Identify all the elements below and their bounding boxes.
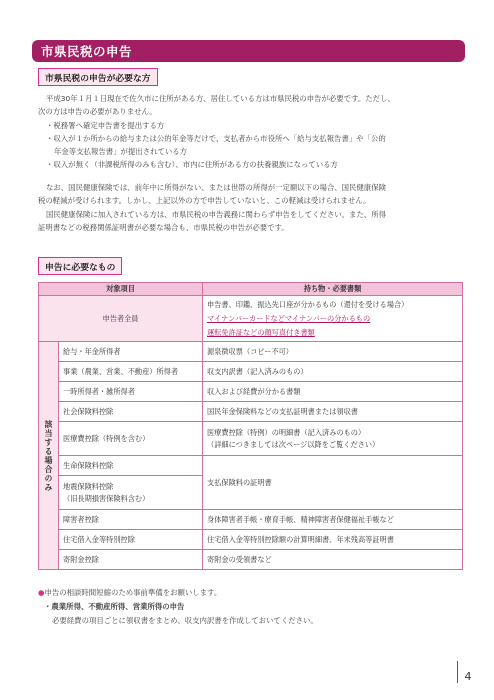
doc-line-highlight: マイナンバーカードなどマイナンバーの分かるもの xyxy=(207,313,371,323)
row-doc: 身体障害者手帳・療育手帳、精神障害者保健福祉手帳など xyxy=(203,510,463,530)
section-heading-text: 市県民税の申告が必要な方 xyxy=(45,73,151,84)
row-doc: 寄附金の受領書など xyxy=(203,550,463,570)
title-bar-tab xyxy=(455,40,465,62)
para2-line-2: 税の軽減が受けられます。しかし、上記以外の方で申告していないと、この軽減は受けられません。 xyxy=(38,196,371,205)
intro-line-1: 平成30年１月１日現在で佐久市に住所がある方、居住している方は市県民税の申告が必要です。ただし、 xyxy=(46,94,395,103)
section-heading-text: 申告に必要なもの xyxy=(45,262,116,273)
item-line: 地震保険料控除 xyxy=(63,481,114,491)
note-line-1 xyxy=(38,586,221,599)
row-item: 社会保険料控除 xyxy=(59,402,203,422)
row-item: 一時所得者・雑所得者 xyxy=(59,382,203,402)
row-doc: 国民年金保険料などの支払証明書または領収書 xyxy=(203,402,463,422)
doc-line: （詳細につきましては次ページ以降をご覧ください） xyxy=(207,439,380,449)
table-row-all xyxy=(39,296,463,342)
row-item: 給与・年金所得者 xyxy=(59,342,203,362)
bullet-item: ・収入が無く（非課税所得のみも含む）、市内に住所がある方の扶養親族になっている方 xyxy=(46,160,338,169)
table-row xyxy=(39,382,463,402)
section-heading-requirement xyxy=(38,68,158,86)
table-header-row xyxy=(39,283,463,296)
row-item: 住宅借入金等特別控除 xyxy=(59,530,203,550)
table-header-documents: 持ち物・必要書類 xyxy=(203,283,463,296)
page-number xyxy=(457,661,478,683)
note-text: 申告の相談時間短縮のため事前準備をお願いします。 xyxy=(44,588,222,597)
all-applicants-label: 申告者全員 xyxy=(39,296,203,342)
note-line-3: 必要経費の項目ごとに領収書をまとめ、収支内訳書を作成しておいてください。 xyxy=(52,616,318,625)
item-line: （旧長期損害保険料含む） xyxy=(63,493,150,503)
para3-line-1: 国民健康保険に加入されている方は、市県民税の申告義務に関わらず申告をしてください。また、所得 xyxy=(46,210,386,219)
doc-line-highlight: 運転免許証などの顔写真付き書類 xyxy=(207,327,315,337)
table-row xyxy=(39,530,463,550)
table-row xyxy=(39,422,463,456)
row-item: 障害者控除 xyxy=(59,510,203,530)
page-title: 市県民税の申告 xyxy=(41,44,133,59)
row-item: 事業（農業、営業、不動産）所得者 xyxy=(59,362,203,382)
requirements-table xyxy=(38,282,463,570)
row-doc: 収支内訳書（記入済みのもの） xyxy=(203,362,463,382)
title-bar xyxy=(32,40,462,62)
row-doc: 住宅借入金等特別控除額の計算明細書、年末残高等証明書 xyxy=(203,530,463,550)
intro-line-2: 次の方は申告の必要がありません。 xyxy=(38,107,157,116)
table-row xyxy=(39,510,463,530)
row-doc: 支払保険料の証明書 xyxy=(203,456,463,510)
para3-line-2: 証明書などの税務関係証明書が必要な場合も、市県民税の申告が必要です。 xyxy=(38,223,289,232)
section-heading-documents xyxy=(38,257,122,275)
page-number-text: 4 xyxy=(464,670,472,683)
row-item xyxy=(59,476,203,510)
doc-line: 医療費控除（特例）の明細書（記入済みのもの） xyxy=(207,427,366,437)
row-item: 医療費控除（特例を含む） xyxy=(59,422,203,456)
table-row xyxy=(39,456,463,476)
table-row xyxy=(39,550,463,570)
all-applicants-docs xyxy=(203,296,463,342)
row-doc xyxy=(203,422,463,456)
row-item: 寄附金控除 xyxy=(59,550,203,570)
doc-line: 申告書、印鑑、振込先口座が分かるもの（還付を受ける場合） xyxy=(207,299,409,309)
table-row xyxy=(39,342,463,362)
row-doc: 収入および経費が分かる書類 xyxy=(203,382,463,402)
table-row xyxy=(39,402,463,422)
bullet-item-continued: 年金等支払報告書」が提出されている方 xyxy=(54,147,188,156)
bullet-item: ・収入が１か所からの給与または公的年金等だけで、支払者から市役所へ「給与支払報告書」や「公的 xyxy=(46,134,386,143)
bullet-dot-icon: ● xyxy=(38,588,45,597)
row-item: 生命保険料控除 xyxy=(59,456,203,476)
note-line-2: ・農業所得、不動産所得、営業所得の申告 xyxy=(44,602,185,611)
row-doc: 源泉徴収票（コピー不可） xyxy=(203,342,463,362)
table-row xyxy=(39,362,463,382)
table-header-item: 対象項目 xyxy=(39,283,203,296)
bullet-item: ・税務署へ確定申告書を提出する方 xyxy=(46,121,165,130)
para2-line-1: なお、国民健康保険では、前年中に所得がない、または世帯の所得が一定額以下の場合、国民健康保険 xyxy=(46,183,386,192)
conditional-side-label: 該当する場合のみ xyxy=(39,342,59,570)
